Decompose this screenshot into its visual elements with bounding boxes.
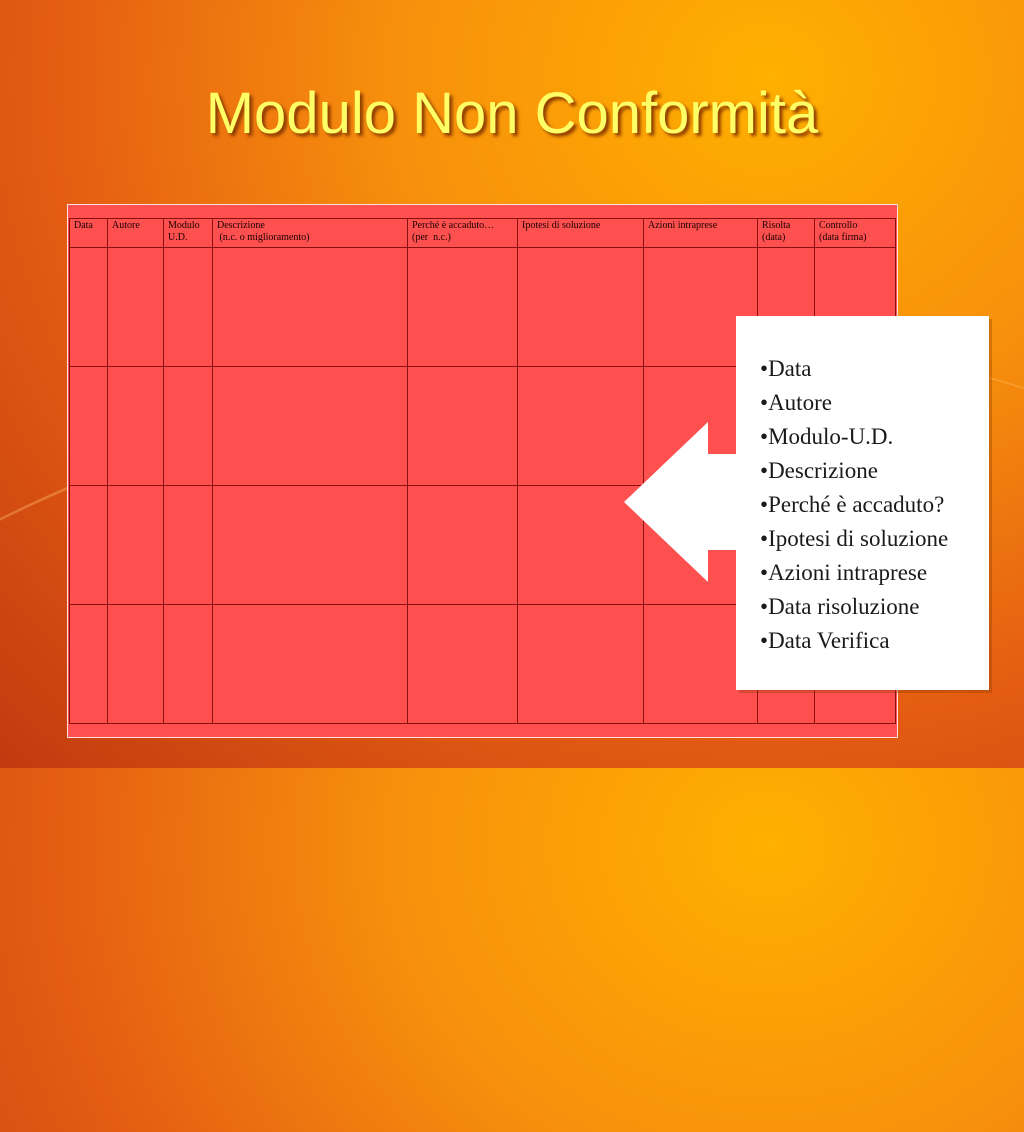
table-cell[interactable] (213, 248, 408, 367)
list-item: • Autore (760, 386, 948, 420)
fields-list (760, 352, 948, 658)
table-cell[interactable] (108, 367, 164, 486)
list-item: • Data (760, 352, 948, 386)
list-item: • Perché è accaduto? (760, 488, 948, 522)
table-cell[interactable] (70, 248, 108, 367)
left-arrow-icon (620, 418, 744, 586)
header-descrizione: Descrizione (n.c. o miglioramento) (213, 219, 408, 248)
header-azioni: Azioni intraprese (644, 219, 758, 248)
header-data: Data (70, 219, 108, 248)
table-cell[interactable] (70, 605, 108, 724)
table-cell[interactable] (408, 486, 518, 605)
table-cell[interactable] (108, 486, 164, 605)
header-ipotesi: Ipotesi di soluzione (518, 219, 644, 248)
table-cell[interactable] (70, 367, 108, 486)
header-controllo: Controllo (data firma) (815, 219, 896, 248)
header-autore: Autore (108, 219, 164, 248)
table-cell[interactable] (213, 605, 408, 724)
header-modulo: Modulo U.D. (164, 219, 213, 248)
table-cell[interactable] (518, 605, 644, 724)
list-item: • Modulo-U.D. (760, 420, 948, 454)
table-cell[interactable] (108, 248, 164, 367)
list-item: • Descrizione (760, 454, 948, 488)
table-cell[interactable] (408, 367, 518, 486)
form-header-row (70, 219, 896, 248)
header-perche: Perché è accaduto… (per n.c.) (408, 219, 518, 248)
slide-title: Modulo Non Conformità (205, 81, 819, 146)
list-item: • Data risoluzione (760, 590, 948, 624)
table-cell[interactable] (408, 248, 518, 367)
list-item: • Ipotesi di soluzione (760, 522, 948, 556)
table-cell[interactable] (164, 367, 213, 486)
list-item: • Azioni intraprese (760, 556, 948, 590)
fields-callout (736, 316, 989, 690)
table-cell[interactable] (70, 486, 108, 605)
table-cell[interactable] (108, 605, 164, 724)
table-cell[interactable] (213, 367, 408, 486)
table-cell[interactable] (164, 248, 213, 367)
table-cell[interactable] (213, 486, 408, 605)
table-cell[interactable] (408, 605, 518, 724)
table-cell[interactable] (164, 486, 213, 605)
table-cell[interactable] (164, 605, 213, 724)
list-item: • Data Verifica (760, 624, 948, 658)
header-risolta: Risolta (data) (758, 219, 815, 248)
table-cell[interactable] (518, 248, 644, 367)
